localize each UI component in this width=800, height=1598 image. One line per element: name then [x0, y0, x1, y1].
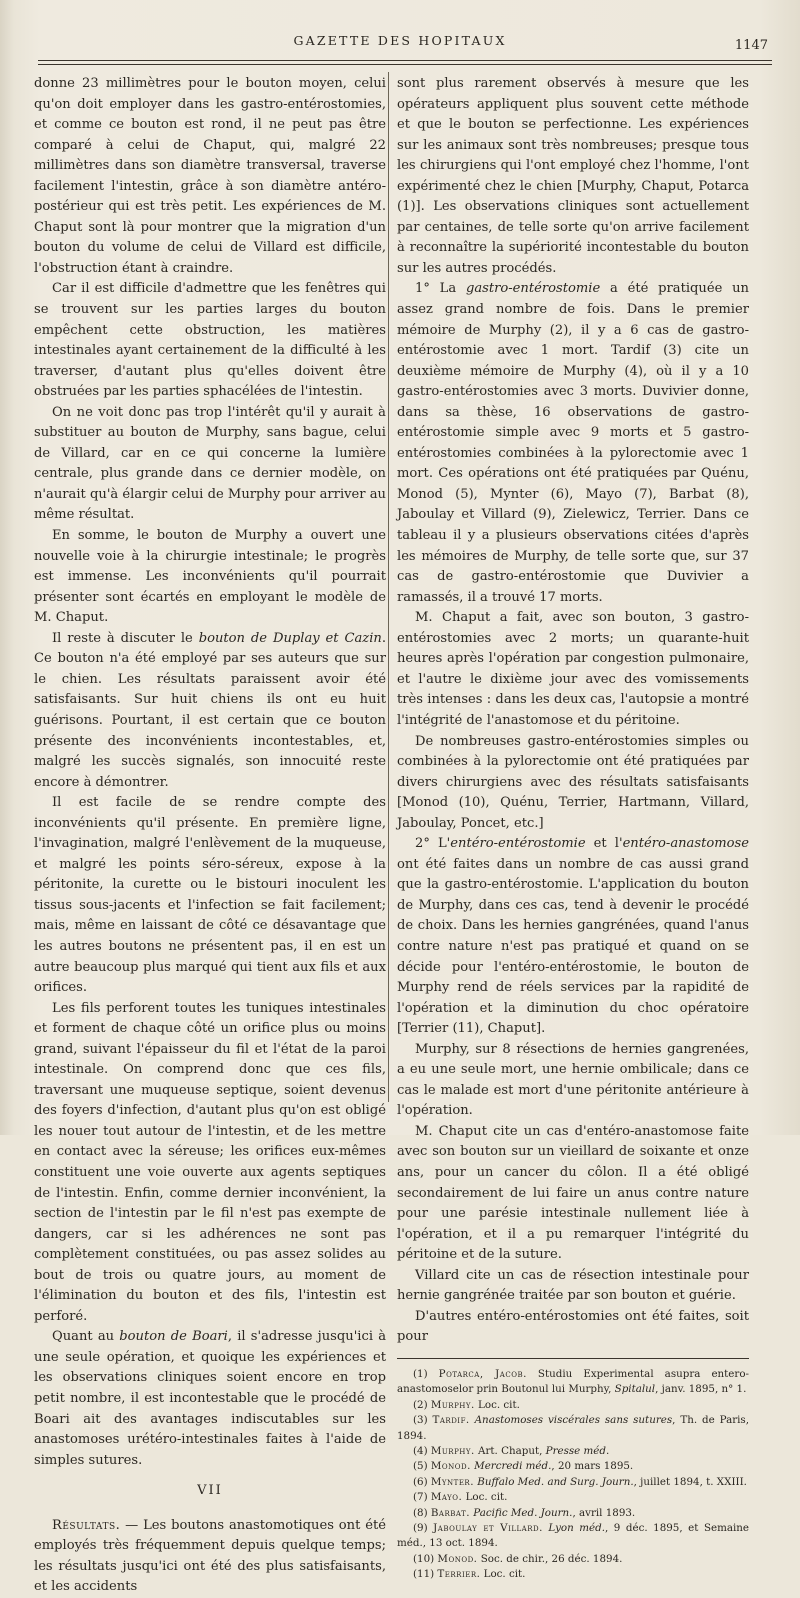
- footnote-author: Monod.: [437, 1552, 478, 1565]
- footnote-source: Anastomoses viscérales sans sutures: [474, 1414, 673, 1427]
- footnote-number: (4): [413, 1444, 431, 1457]
- italic-term: entéro-entérostomie: [450, 836, 586, 852]
- italic-term: bouton de Boari: [119, 1329, 228, 1345]
- footnote-tail: , Th. de Paris, 1894.: [397, 1414, 749, 1442]
- footnote-tail: , 20 mars 1895.: [551, 1460, 634, 1473]
- section-heading: VII: [197, 1483, 223, 1499]
- footnote-source: Spitalul: [614, 1383, 656, 1396]
- paragraph: sont plus rarement observés à mesure que les opérateurs appliquent plus souvent cette méthode et que le bouton se perfectionne. Les expériences sur les animaux sont très nombreuses; presque tous les chirurgiens qui l'ont employé chez l'homme, l'ont expérimenté chez le chien [Murphy, Chaput, Potarca (1)]. Les observations cliniques sont actuellement par centaines, de telle sorte qu'on arrive facilement à reconnaître la supériorité incontestable du bouton sur les autres procédés.: [397, 76, 749, 276]
- footnote: [397, 1490, 749, 1505]
- header-rule-thin: [38, 64, 772, 65]
- text-run: 1° La: [415, 281, 466, 297]
- text-run: a été pratiquée un assez grand nombre de fois. Dans le premier mémoire de Murphy (2), il y a 6 cas de gastro-entérostomie avec 1 mort. Tardif (3) cite un deuxième mémoire de Murphy (4), où il y a 10 gastro-entérostomies avec 3 morts. Duvivier donne, dans sa thèse, 16 observations de gastro-entérostomie simple avec 9 morts et 5 gastro-entérostomies combinées à la pylorectomie avec 1 mort. Ces opérations ont été pratiquées par Quénu, Monod (5), Mynter (6), Mayo (7), Barbat (8), Jaboulay et Villard (9), Zielewicz, Terrier. Dans ce tableau il y a plusieurs observations citées d'après les mémoires de Murphy, de telle sorte que, sur 37 cas de gastro-entérostomie que Duvivier a ramassés, il a trouvé 17 morts.: [397, 281, 749, 605]
- footnote-author: Terrier.: [437, 1568, 481, 1581]
- text-run: . Ce bouton n'a été employé par ses auteurs que sur le chien. Les résultats paraissent avoir été satisfaisants. Sur huit chiens ils ont eu huit guérisons. Pourtant, il est certain que ce bouton présente des inconvénients incontestables, et, malgré les succès signalés, son innocuité reste encore à démontrer.: [34, 630, 386, 790]
- footnote-author: Monod.: [430, 1460, 471, 1473]
- paragraph: donne 23 millimètres pour le bouton moyen, celui qu'on doit employer dans les gastro-entérostomies, et comme ce bouton est rond, il ne peut pas être comparé à celui de Chaput, qui, malgré 22 millimètres dans son diamètre transversal, traverse facilement l'intestin, grâce à son diamètre antéro-postérieur qui est très petit. Les expériences de M. Chaput sont là pour montrer que la migration d'un bouton du volume de celui de Villard est difficile, l'obstruction étant à craindre.: [34, 76, 386, 276]
- left-column: [34, 74, 386, 1598]
- footnote-number: (3): [413, 1414, 433, 1427]
- footnote: [397, 1398, 749, 1413]
- footnote: [397, 1521, 749, 1552]
- paragraph: On ne voit donc pas trop l'intérêt qu'il y aurait à substituer au bouton de Murphy, sans bague, celui de Villard, car en ce qui concerne la lumière centrale, plus grande dans ce dernier modèle, on n'aurait qu'à élargir celui de Murphy pour arriver au même résultat.: [34, 404, 386, 523]
- footnote-text: Art. Chaput,: [474, 1444, 546, 1457]
- footnote-author: Barbat.: [430, 1506, 471, 1519]
- footnote-author: Tardif.: [432, 1414, 470, 1427]
- paragraph: De nombreuses gastro-entérostomies simples ou combinées à la pylorectomie ont été pratiquées par divers chirurgiens avec des résultats satisfaisants [Monod (10), Quénu, Terrier, Hartmann, Villard, Jaboulay, Poncet, etc.]: [397, 733, 749, 831]
- footnote: [397, 1459, 749, 1474]
- footnote-number: (6): [413, 1475, 431, 1488]
- paragraph: Car il est difficile d'admettre que les fenêtres qui se trouvent sur les parties larges du bouton empêchent cette obstruction, les matières intestinales ayant certainement de la difficulté à les traverser, d'autant plus qu'elles doivent être obstruées par les parties sphacélées de l'intestin.: [34, 281, 386, 400]
- paragraph: En somme, le bouton de Murphy a ouvert une nouvelle voie à la chirurgie intestinale; le progrès est immense. Les inconvénients qu'il pourrait présenter sont écartés en employant le modèle de M. Chaput.: [34, 528, 386, 626]
- italic-term: bouton de Duplay et Cazin: [198, 630, 382, 646]
- paragraph: M. Chaput cite un cas d'entéro-anastomose faite avec son bouton sur un vieillard de soixante et onze ans, pour un cancer du côlon. Il a été obligé secondairement de lui faire un anus contre nature pour une parésie intestinale nullement liée à l'opération, et il a pu remarquer l'intégrité du péritoine et de la suture.: [397, 1123, 749, 1263]
- paragraph: [34, 1327, 386, 1471]
- footnote-number: (7): [413, 1491, 431, 1504]
- footnote: [397, 1567, 749, 1582]
- footnote-text: Loc. cit.: [480, 1568, 526, 1581]
- paragraph: [34, 629, 386, 793]
- footnote: [397, 1506, 749, 1521]
- paragraph: M. Chaput a fait, avec son bouton, 3 gastro-entérostomies avec 2 morts; un quarante-huit heures après l'opération par congestion pulmonaire, et l'autre le dixième jour avec des vomissements très intenses : dans les deux cas, l'autopsie a montré l'intégrité de l'anastomose et du péritoine.: [397, 610, 749, 728]
- footnote-number: (9): [413, 1521, 434, 1534]
- footnote-tail: , janv. 1895, n° 1.: [655, 1383, 747, 1396]
- footnote-text: Loc. cit.: [474, 1398, 520, 1411]
- column-divider: [388, 72, 389, 1102]
- footnote-author: Mayo.: [430, 1491, 463, 1504]
- footnote-text: Studiu Experimental asupra entero-anastomoselor prin Boutonul lui Murphy,: [397, 1367, 750, 1396]
- paragraph: [34, 1516, 386, 1598]
- footnote: [397, 1413, 749, 1444]
- footnote-number: (10): [413, 1552, 438, 1565]
- footnote-tail: , 9 déc. 1895, et Semaine méd., 13 oct. 1894.: [397, 1521, 750, 1550]
- footnote-author: Potarca, Jacob.: [438, 1367, 527, 1380]
- paragraph: D'autres entéro-entérostomies ont été faites, soit pour: [397, 1308, 749, 1345]
- paragraph: Il est facile de se rendre compte des inconvénients qu'il présente. En première ligne, l'invagination, malgré l'enlèvement de la muqueuse, et malgré les points séro-séreux, expose à la péritonite, la curette ou le bistouri inoculent les tissus sous-jacents et l'infection se fait facilement; mais, même en laissant de côté ce désavantage que les autres boutons ne présentent pas, il en est un autre beaucoup plus marqué qui tient aux fils et aux orifices.: [34, 795, 386, 996]
- paragraph: Les fils perforent toutes les tuniques intestinales et forment de chaque côté un orifice plus ou moins grand, suivant l'épaisseur du fil et l'état de la paroi intestinale. On comprend donc que ces fils, traversant une muqueuse septique, soient devenus des foyers d'infection, d'autant plus qu'on est obligé les nouer tout autour de l'intestin, et de les mettre en contact avec la séreuse; les orifices eux-mêmes constituent une voie ouverte aux agents septiques de l'intestin. Enfin, comme dernier inconvénient, la section de l'intestin par le fil n'est pas exempte de dangers, car si les adhérences ne sont pas complètement constituées, ou pas assez solides au bout de trois ou quatre jours, au moment de l'élimination du bouton et des fils, l'intestin est perforé.: [34, 1000, 386, 1324]
- footnote-source: Presse méd.: [545, 1444, 610, 1457]
- footnote-tail: , juillet 1894, t. XXIII.: [633, 1475, 747, 1488]
- text-run: Quant au: [52, 1329, 120, 1345]
- footnote: [397, 1552, 749, 1567]
- footnote-author: Jaboulay et Villard.: [433, 1521, 543, 1534]
- text-run: , il s'adresse jusqu'ici à une seule opération, et quoique les expériences et les observations cliniques soient encore en trop petit nombre, il est incontestable que le procédé de Boari ait des avantages indiscutables sur les anastomoses urétéro-intestinales faites à l'aide de simples sutures.: [34, 1329, 387, 1468]
- footnote-number: (2): [413, 1398, 431, 1411]
- text-run: ont été faites dans un nombre de cas aussi grand que la gastro-entérostomie. L'application du bouton de Murphy, dans ces cas, tend à devenir le procédé de choix. Dans les hernies gangrénées, quand l'anus contre nature n'est pas pratiqué et quand on se décide pour l'entéro-entérostomie, le bouton de Murphy rend de réels services par la rapidité de l'opération et la diminution du choc opératoire [Terrier (11), Chaput].: [397, 856, 749, 1037]
- paragraph: Murphy, sur 8 résections de hernies gangrenées, a eu une seule mort, une hernie ombilicale; dans ce cas le malade est mort d'une péritonite antérieure à l'opération.: [397, 1041, 749, 1119]
- text-run: Il reste à discuter le: [52, 630, 199, 646]
- footnote-source: Buffalo Med. and Surg. Journ.: [477, 1475, 634, 1488]
- text-run: 2° L': [415, 836, 451, 852]
- text-run: — Les boutons anastomotiques ont été employés très fréquemment depuis quelque temps; les résultats jusqu'ici ont été des plus satisfaisants, et les accidents: [34, 1517, 386, 1595]
- footnote-source: Mercredi méd.: [474, 1460, 552, 1473]
- journal-title: GAZETTE DES HOPITAUX: [293, 33, 507, 48]
- small-caps-lead: Résultats.: [52, 1517, 121, 1533]
- paragraph: Villard cite un cas de résection intestinale pour hernie gangrénée traitée par son bouton et guérie.: [397, 1267, 749, 1304]
- footnote: [397, 1475, 749, 1490]
- footnote-rule: [397, 1358, 749, 1359]
- footnote-author: Mynter.: [430, 1475, 474, 1488]
- right-column: [397, 74, 749, 1583]
- footnote: [397, 1444, 749, 1459]
- footnote-number: (11): [413, 1568, 438, 1581]
- footnote-author: Murphy.: [430, 1444, 475, 1457]
- footnote-text: Soc. de chir., 26 déc. 1894.: [477, 1552, 623, 1565]
- text-run: et l': [585, 836, 623, 852]
- footnote-number: (8): [413, 1506, 431, 1519]
- paragraph: [397, 834, 749, 1039]
- footnote-number: (1): [413, 1367, 439, 1380]
- italic-term: gastro-entérostomie: [465, 281, 601, 297]
- footnote-tail: , avril 1893.: [572, 1506, 636, 1519]
- page-number: 1147: [734, 38, 768, 53]
- footnote-text: Loc. cit.: [462, 1491, 508, 1504]
- footnote-source: Pacific Med. Journ.: [473, 1506, 573, 1519]
- italic-term: entéro-anastomose: [622, 836, 749, 852]
- footnote-number: (5): [413, 1460, 431, 1473]
- header-rule-thick: [38, 60, 772, 61]
- footnote: [397, 1367, 749, 1398]
- footnote-author: Murphy.: [430, 1398, 475, 1411]
- footnotes: [397, 1367, 749, 1583]
- paragraph: [397, 279, 749, 608]
- footnote-source: Lyon méd.: [548, 1521, 605, 1534]
